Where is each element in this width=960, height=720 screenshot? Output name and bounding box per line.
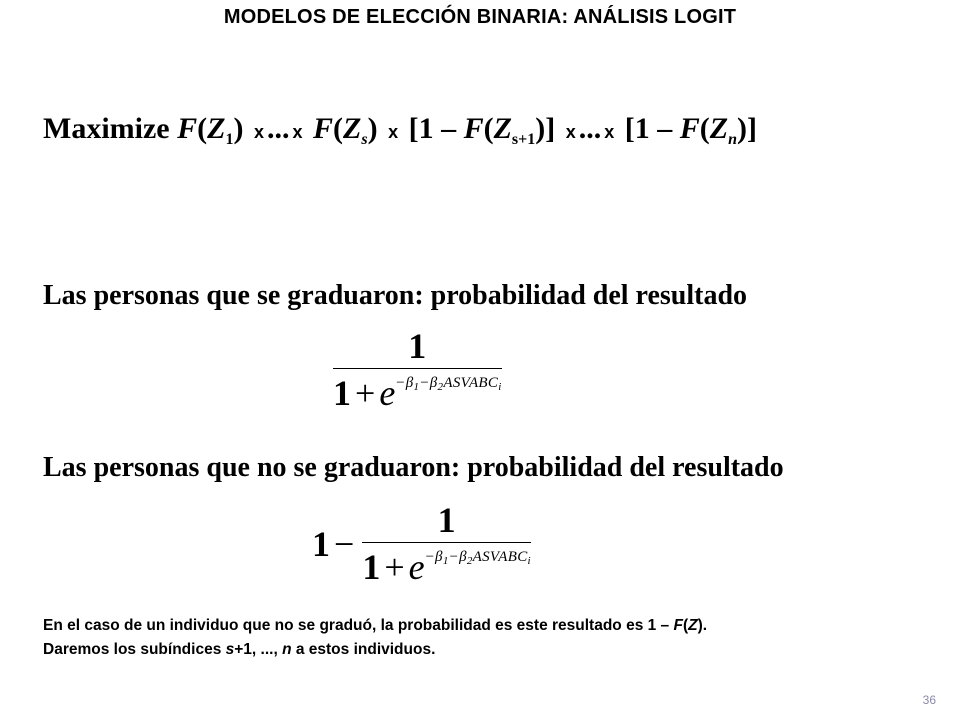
den-plus: + bbox=[384, 547, 405, 587]
fraction-numerator: 1 bbox=[437, 500, 456, 540]
note-line-1: En el caso de un individuo que no se graduó, la probabilidad es este resultado es 1 – F(Z). bbox=[43, 617, 708, 634]
formula-sub1: 1 bbox=[225, 131, 234, 148]
note-line-2: Daremos los subíndices s+1, ..., n a estos individuos. bbox=[43, 641, 436, 658]
formula-minus: – bbox=[657, 112, 673, 145]
heading-not-graduated: Las personas que no se graduaron: probabilidad del resultado bbox=[43, 452, 784, 483]
times-symbol: x bbox=[388, 122, 399, 142]
one-minus-prefix: 1 − bbox=[312, 523, 355, 564]
probability-graduated-fraction bbox=[333, 326, 502, 413]
formula-minus: – bbox=[441, 112, 457, 145]
fraction-numerator: 1 bbox=[408, 326, 427, 366]
probability-not-graduated-fraction bbox=[312, 500, 531, 587]
formula-one: 1 bbox=[634, 112, 650, 145]
fraction-denominator bbox=[362, 543, 531, 587]
fraction bbox=[333, 326, 502, 413]
fraction-denominator bbox=[333, 369, 502, 413]
formula-fn: F bbox=[679, 112, 700, 145]
formula-subs: s bbox=[361, 131, 368, 148]
formula-fs: F bbox=[312, 112, 333, 145]
formula-subn: n bbox=[728, 131, 738, 148]
heading-graduated: Las personas que se graduaron: probabilidad del resultado bbox=[43, 280, 748, 311]
formula-one: 1 bbox=[418, 112, 434, 145]
maximize-word: Maximize bbox=[43, 112, 170, 145]
formula-zn: Z bbox=[709, 112, 729, 145]
times-symbol: x bbox=[565, 122, 576, 142]
formula-zs: Z bbox=[343, 112, 362, 145]
ellipsis: ... bbox=[266, 112, 290, 145]
slide-title: MODELOS DE ELECCIÓN BINARIA: ANÁLISIS LOGIT bbox=[223, 6, 737, 28]
times-symbol: x bbox=[253, 122, 264, 142]
den-one: 1 bbox=[362, 547, 381, 587]
fraction bbox=[362, 500, 531, 587]
maximize-formula: Maximize $F(Z_1)$ x ... x $F(Z_s)$ x $[1 - F(Z_{s+1})]$ x ... x $[1 - F(Z_n)]$ bbox=[43, 112, 758, 148]
formula-f1: F bbox=[177, 112, 198, 145]
page-number: 36 bbox=[922, 693, 936, 707]
den-e: e bbox=[379, 373, 396, 413]
den-exponent: −β1−β2ASVABCi bbox=[395, 375, 502, 393]
ellipsis: ... bbox=[578, 112, 602, 145]
formula-z1: Z bbox=[207, 112, 226, 145]
formula-subs1: s+1 bbox=[511, 131, 536, 148]
formula-zs1: Z bbox=[493, 112, 512, 145]
times-symbol: x bbox=[292, 122, 303, 142]
den-plus: + bbox=[355, 373, 376, 413]
den-exponent: −β1−β2ASVABCi bbox=[424, 549, 531, 567]
formula-fs1: F bbox=[463, 112, 484, 145]
den-e: e bbox=[408, 547, 425, 587]
den-one: 1 bbox=[333, 373, 351, 413]
times-symbol: x bbox=[604, 122, 615, 142]
